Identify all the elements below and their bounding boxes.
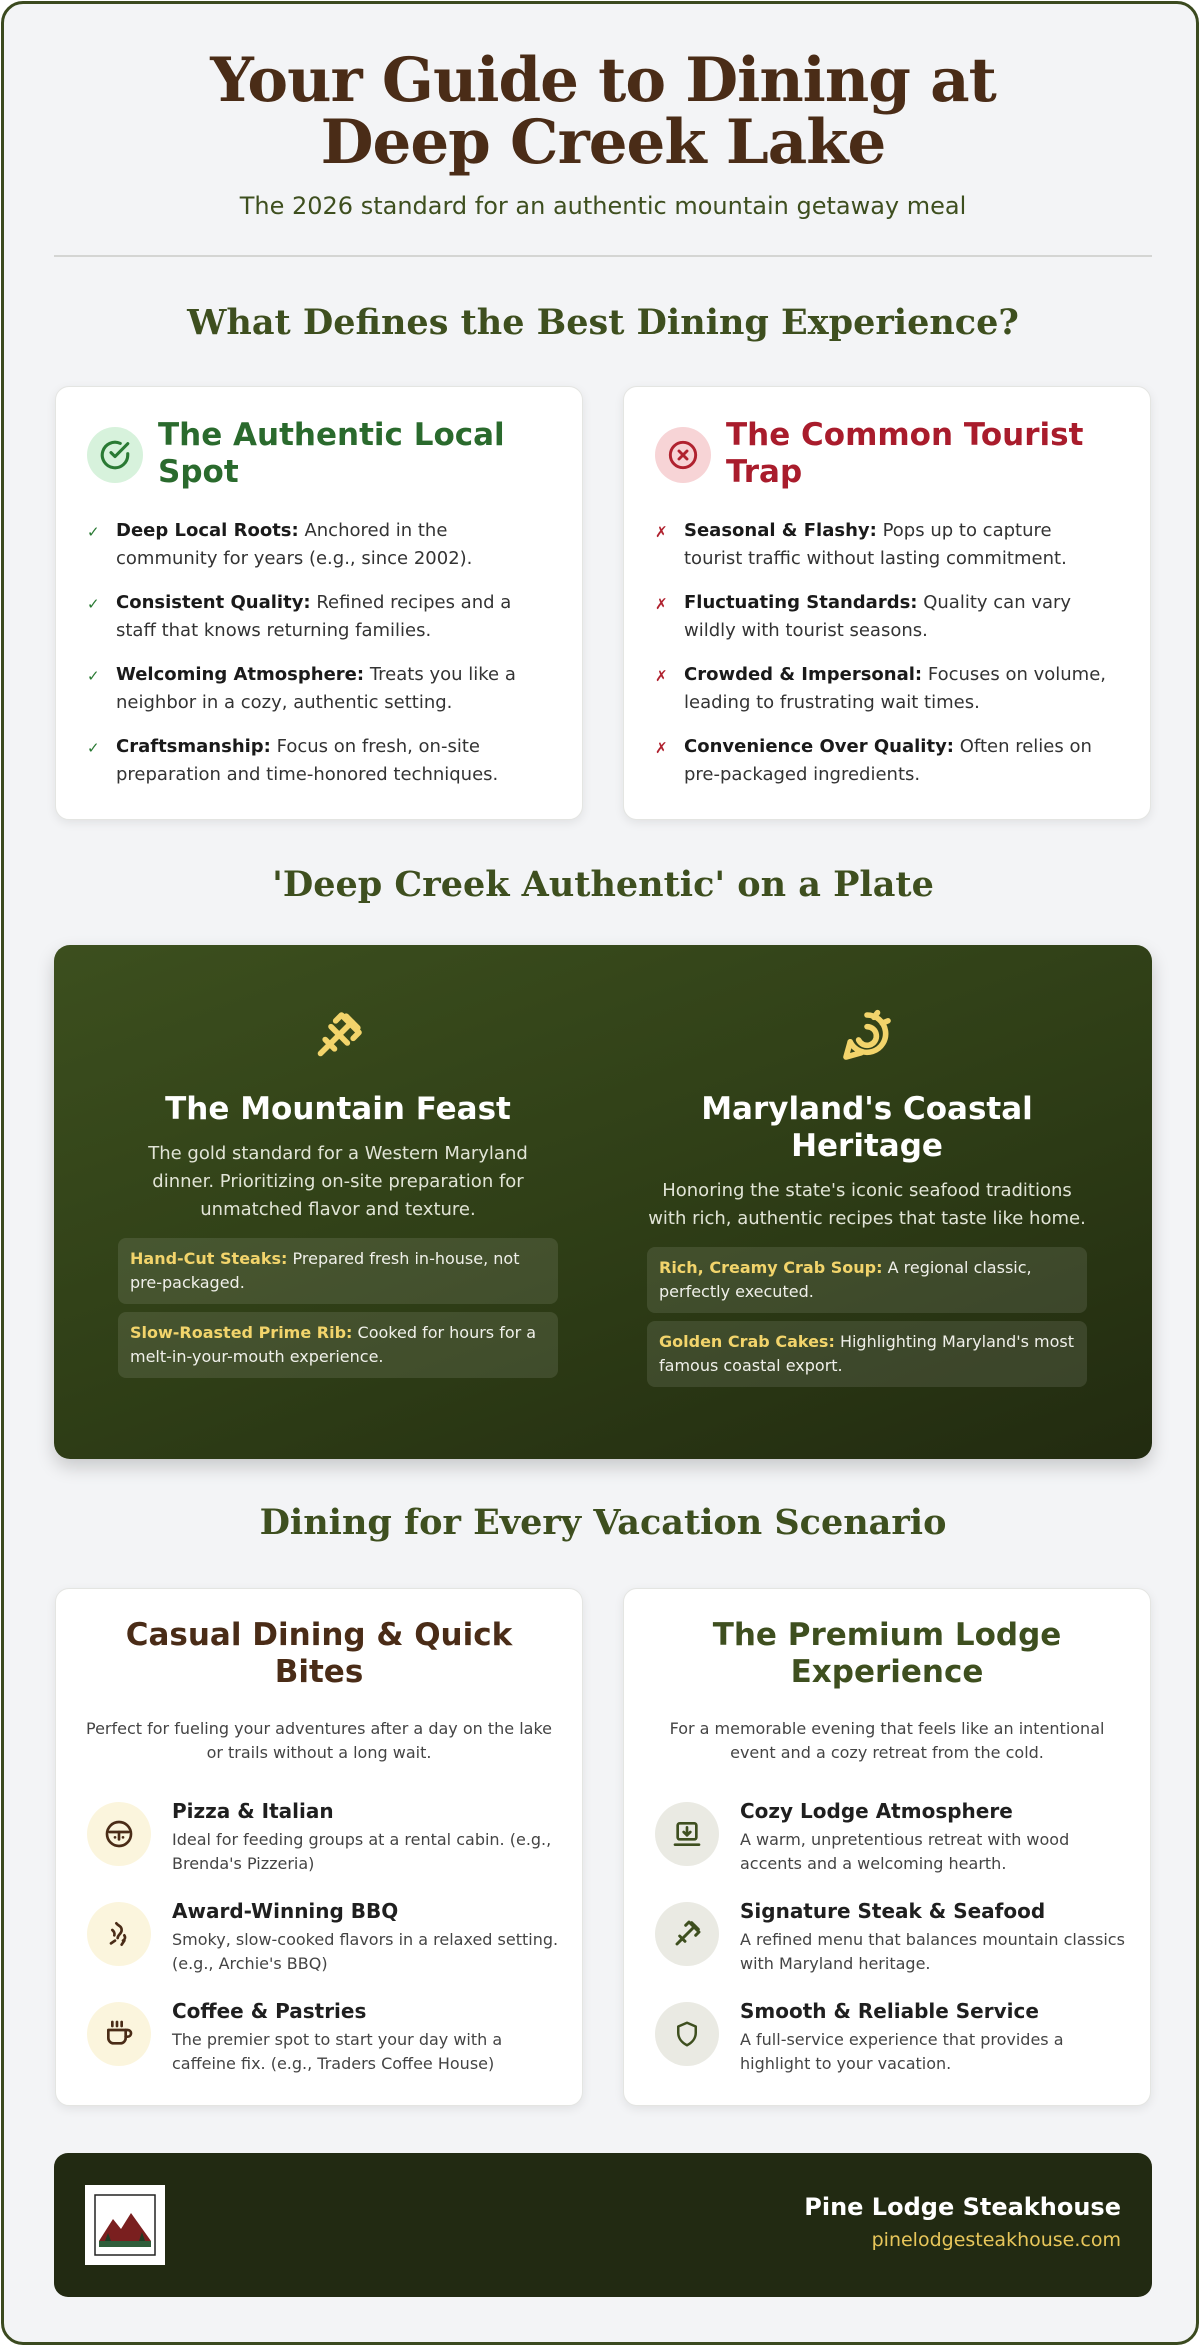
highlight-box [118, 1238, 558, 1304]
highlight-label: Rich, Creamy Crab Soup: [659, 1258, 883, 1277]
scenario-name: Cozy Lodge Atmosphere [740, 1799, 1013, 1823]
list-item [655, 661, 1114, 717]
list-item [655, 517, 1114, 573]
scenario-text: A warm, unpretentious retreat with wood accents and a welcoming hearth. [740, 1830, 1070, 1873]
check-icon: ✓ [87, 523, 100, 541]
footer-restaurant-name: Pine Lodge Steakhouse [804, 2193, 1121, 2221]
trap-card [623, 386, 1151, 820]
cross-icon: ✗ [655, 523, 668, 541]
highlight-label: Slow-Roasted Prime Rib: [130, 1323, 353, 1342]
cross-icon: ✗ [655, 739, 668, 757]
divider [54, 255, 1152, 257]
scenario-item [87, 1899, 562, 1992]
cross-icon: ✗ [655, 667, 668, 685]
plate-feature-panel [54, 945, 1152, 1459]
scenario-name: Smooth & Reliable Service [740, 1999, 1039, 2023]
lodge-icon [655, 1802, 719, 1866]
highlight-text: A regional classic, perfectly executed. [659, 1258, 1032, 1301]
check-circle-icon [87, 427, 143, 483]
item-label: Consistent Quality: [116, 592, 311, 613]
plate-heading: 'Deep Creek Authentic' on a Plate [272, 864, 934, 905]
item-label: Seasonal & Flashy: [684, 520, 877, 541]
scenarios-heading: Dining for Every Vacation Scenario [259, 1502, 947, 1543]
item-label: Craftsmanship: [116, 736, 271, 757]
authentic-card [55, 386, 583, 820]
coastal-heritage-title: Maryland's Coastal Heritage [701, 1091, 1033, 1164]
scenario-name: Pizza & Italian [172, 1799, 334, 1823]
highlight-box [647, 1321, 1087, 1387]
list-item [87, 733, 546, 789]
header [4, 45, 1200, 220]
mountain-feast-title: The Mountain Feast [165, 1091, 511, 1127]
mountain-feast-column [118, 1005, 558, 1378]
casual-dining-title: Casual Dining & Quick Bites [125, 1617, 513, 1690]
authentic-list [87, 517, 546, 805]
trap-card-header [655, 417, 1130, 497]
item-text: Often relies on pre-packaged ingredients. [684, 736, 1092, 785]
scenario-text: Ideal for feeding groups at a rental cabin. (e.g., Brenda's Pizzeria) [172, 1830, 552, 1873]
scenario-text: A refined menu that balances mountain classics with Maryland heritage. [740, 1930, 1125, 1973]
coastal-heritage-description: Honoring the state's iconic seafood traditions with rich, authentic recipes that taste like home. [648, 1180, 1086, 1229]
scenario-text: The premier spot to start your day with a caffeine fix. (e.g., Traders Coffee House) [172, 2030, 503, 2073]
check-icon: ✓ [87, 739, 100, 757]
item-text: Pops up to capture tourist traffic without lasting commitment. [684, 520, 1067, 569]
highlight-label: Hand-Cut Steaks: [130, 1249, 288, 1268]
item-text: Anchored in the community for years (e.g., since 2002). [116, 520, 473, 569]
item-label: Fluctuating Standards: [684, 592, 918, 613]
item-text: Focus on fresh, on-site preparation and time-honored techniques. [116, 736, 499, 785]
scenario-item [87, 1799, 562, 1892]
page-subtitle: The 2026 standard for an authentic mountain getaway meal [239, 192, 967, 220]
highlight-text: Cooked for hours for a melt-in-your-mouth experience. [130, 1323, 537, 1366]
trap-list [655, 517, 1114, 805]
item-label: Welcoming Atmosphere: [116, 664, 365, 685]
pizza-icon [87, 1802, 151, 1866]
authentic-card-header [87, 417, 562, 497]
bbq-icon [87, 1902, 151, 1966]
list-item [87, 589, 546, 645]
footer-website-link[interactable]: pinelodgesteakhouse.com [871, 2229, 1121, 2251]
item-label: Deep Local Roots: [116, 520, 299, 541]
crab-icon [647, 1005, 1087, 1067]
list-item [87, 661, 546, 717]
mountain-feast-description: The gold standard for a Western Maryland dinner. Prioritizing on-site preparation for unmatched flavor and texture. [148, 1143, 528, 1220]
casual-dining-card [55, 1588, 583, 2106]
item-text: Refined recipes and a staff that knows returning families. [116, 592, 512, 641]
page-title [4, 45, 1200, 178]
scenario-text: A full-service experience that provides a highlight to your vacation. [740, 2030, 1064, 2073]
list-item [655, 589, 1114, 645]
scenario-item [655, 1899, 1130, 1992]
check-icon: ✓ [87, 595, 100, 613]
highlight-text: Highlighting Maryland's most famous coastal export. [659, 1332, 1075, 1375]
item-text: Quality can vary wildly with tourist seasons. [684, 592, 1072, 641]
highlight-box [118, 1312, 558, 1378]
criteria-heading: What Defines the Best Dining Experience? [187, 302, 1019, 343]
premium-lodge-title: The Premium Lodge Experience [712, 1617, 1062, 1690]
item-text: Focuses on volume, leading to frustrating wait times. [684, 664, 1106, 713]
scenario-name: Coffee & Pastries [172, 1999, 367, 2023]
highlight-label: Golden Crab Cakes: [659, 1332, 835, 1351]
footer [54, 2153, 1152, 2297]
highlight-text: Prepared fresh in-house, not pre-packaged. [130, 1249, 520, 1292]
premium-lodge-card [623, 1588, 1151, 2106]
brand-logo [85, 2185, 165, 2265]
scenario-item [655, 1999, 1130, 2092]
item-label: Crowded & Impersonal: [684, 664, 923, 685]
check-icon: ✓ [87, 667, 100, 685]
page-title-text: Your Guide to Dining at Deep Creek Lake [210, 45, 996, 178]
coastal-heritage-column [647, 1005, 1087, 1387]
x-circle-icon [655, 427, 711, 483]
highlight-box [647, 1247, 1087, 1313]
item-label: Convenience Over Quality: [684, 736, 955, 757]
cross-icon: ✗ [655, 595, 668, 613]
scenario-name: Signature Steak & Seafood [740, 1899, 1046, 1923]
shield-icon [655, 2002, 719, 2066]
coffee-icon [87, 2002, 151, 2066]
page-frame [1, 1, 1199, 2345]
scenario-item [87, 1999, 562, 2092]
trap-card-title: The Common Tourist Trap [726, 417, 1084, 490]
authentic-card-title: The Authentic Local Spot [158, 417, 505, 490]
list-item [87, 517, 546, 573]
list-item [655, 733, 1114, 789]
premium-lodge-description: For a memorable evening that feels like an intentional event and a cozy retreat from the cold. [669, 1719, 1105, 1762]
steak-icon [655, 1902, 719, 1966]
scenario-name: Award-Winning BBQ [172, 1899, 399, 1923]
item-text: Treats you like a neighbor in a cozy, authentic setting. [116, 664, 516, 713]
scenario-text: Smoky, slow-cooked flavors in a relaxed setting. (e.g., Archie's BBQ) [172, 1930, 559, 1973]
steak-icon [118, 1005, 558, 1067]
casual-dining-description: Perfect for fueling your adventures after a day on the lake or trails without a long wait. [86, 1719, 552, 1762]
scenario-item [655, 1799, 1130, 1892]
